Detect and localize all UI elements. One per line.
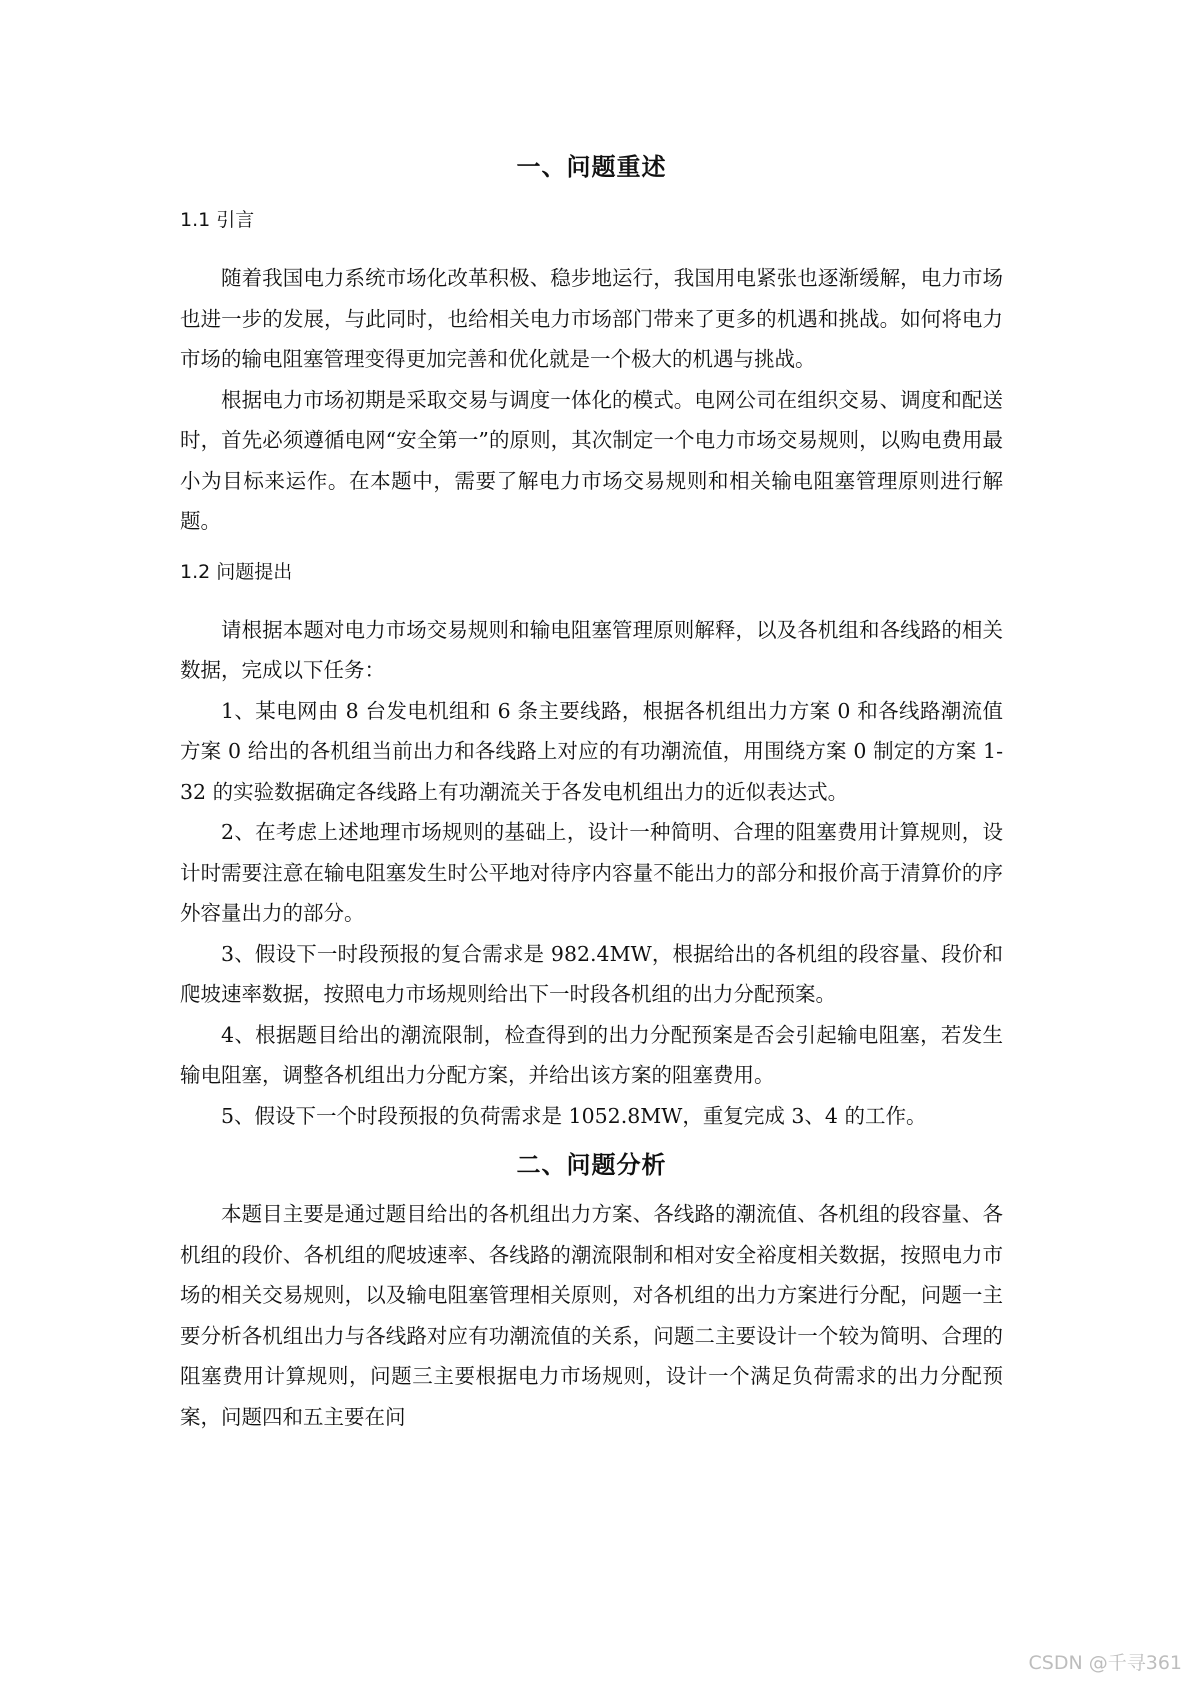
task-item: 3、假设下一时段预报的复合需求是 982.4MW，根据给出的各机组的段容量、段价和爬坡速率数据，按照电力市场规则给出下一时段各机组的出力分配预案。 bbox=[180, 941, 1003, 1006]
watermark: CSDN @千寻361 bbox=[1028, 1652, 1182, 1674]
task-item: 1、某电网由 8 台发电机组和 6 条主要线路，根据各机组出力方案 0 和各线路潮流值方案 0 给出的各机组当前出力和各线路上对应的有功潮流值，用围绕方案 0 制定的方案 1-32 的实验数据确定各线路上有功潮流关于各发电机组出力的近似表达式。 bbox=[180, 698, 1003, 804]
task-item: 4、根据题目给出的潮流限制，检查得到的出力分配预案是否会引起输电阻塞，若发生输电阻塞，调整各机组出力分配方案，并给出该方案的阻塞费用。 bbox=[180, 1022, 1003, 1087]
section2-title: 二、问题分析 bbox=[516, 1151, 667, 1179]
section1-2-heading: 1.2 问题提出 bbox=[180, 560, 293, 583]
document-page bbox=[180, 138, 1003, 1437]
section1-title: 一、问题重述 bbox=[516, 153, 667, 181]
paragraph: 本题目主要是通过题目给出的各机组出力方案、各线路的潮流值、各机组的段容量、各机组的段价、各机组的爬坡速率、各线路的潮流限制和相对安全裕度相关数据，按照电力市场的相关交易规则，以及输电阻塞管理相关原则，对各机组的出力方案进行分配，问题一主要分析各机组出力与各线路对应有功潮流值的关系，问题二主要设计一个较为简明、合理的阻塞费用计算规则，问题三主要根据电力市场规则，设计一个满足负荷需求的出力分配预案，问题四和五主要在问 bbox=[180, 1202, 1003, 1429]
paragraph: 随着我国电力系统市场化改革积极、稳步地运行，我国用电紧张也逐渐缓解，电力市场也进一步的发展，与此同时，也给相关电力市场部门带来了更多的机遇和挑战。如何将电力市场的输电阻塞管理变得更加完善和优化就是一个极大的机遇与挑战。 bbox=[180, 266, 1003, 371]
task-item: 5、假设下一个时段预报的负荷需求是 1052.8MW，重复完成 3、4 的工作。 bbox=[221, 1103, 927, 1128]
section1-1-heading: 1.1 引言 bbox=[180, 209, 255, 231]
task-item: 2、在考虑上述地理市场规则的基础上，设计一种简明、合理的阻塞费用计算规则，设计时需要注意在输电阻塞发生时公平地对待序内容量不能出力的部分和报价高于清算价的序外容量出力的部分。 bbox=[180, 820, 1003, 925]
paragraph: 请根据本题对电力市场交易规则和输电阻塞管理原则解释，以及各机组和各线路的相关数据，完成以下任务： bbox=[180, 617, 1003, 682]
paragraph: 根据电力市场初期是采取交易与调度一体化的模式。电网公司在组织交易、调度和配送时，首先必须遵循电网“安全第一”的原则，其次制定一个电力市场交易规则，以购电费用最小为目标来运作。在本题中，需要了解电力市场交易规则和相关输电阻塞管理原则进行解题。 bbox=[180, 387, 1003, 533]
